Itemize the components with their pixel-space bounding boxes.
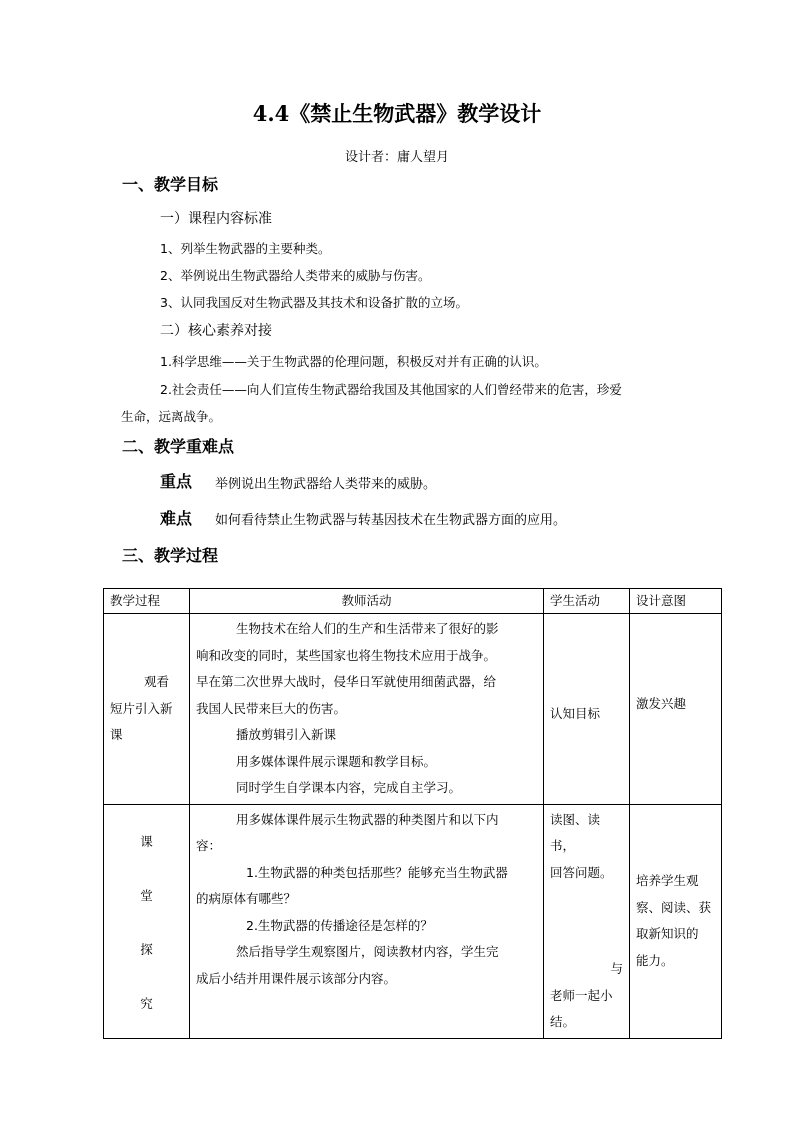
teacher-line: 生物技术在给人们的生产和生活带来了很好的影 [236,621,499,636]
standard-item: 3、认同我国反对生物武器及其技术和设备扩散的立场。 [160,295,468,310]
stage-text: 观看 [144,674,170,689]
design-intent-cell [630,614,722,805]
intent-text: 能力。 [636,952,674,968]
standard-item: 2、举例说出生物武器给人类带来的威胁与伤害。 [160,268,431,283]
column-header: 教师活动 [190,589,544,614]
literacy-heading: 二）核心素养对接 [160,323,272,339]
student-text: 回答问题。 [550,864,613,880]
intent-text: 察、阅读、获 [636,899,712,915]
teacher-line: 我国人民带来巨大的伤害。 [196,700,347,716]
column-header: 学生活动 [544,589,630,614]
table-row [104,804,722,1038]
focus-label: 重点 [160,472,193,491]
student-activity-cell [544,614,630,805]
teacher-line: 成后小结并用课件展示该部分内容。 [196,970,397,986]
standard-heading: 一）课程内容标准 [160,211,272,227]
literacy-item: 1.科学思维——关于生物武器的伦理问题，积极反对并有正确的认识。 [160,354,547,369]
literacy-item-continued: 生命，远离战争。 [121,409,222,424]
teacher-line: 同时学生自学课本内容，完成自主学习。 [236,780,462,795]
stage-text: 课 [110,727,123,742]
column-header: 设计意图 [630,589,722,614]
student-activity-cell [544,804,630,1038]
intent-text: 取新知识的 [636,926,699,941]
difficulty-label: 难点 [160,509,193,528]
intent-text: 培养学生观 [636,873,699,888]
teacher-line: 2.生物武器的传播途径是怎样的？ [246,917,433,933]
design-intent-cell [630,804,722,1038]
teacher-line: 用多媒体课件展示课题和教学目标。 [236,753,437,769]
stage-text: 堂 [140,887,153,903]
column-header: 教学过程 [104,589,190,614]
stage-cell [104,614,190,805]
literacy-item: 2.社会责任——向人们宣传生物武器给我国及其他国家的人们曾经带来的危害，珍爱 [160,382,622,397]
section-heading-key: 二、教学重难点 [122,437,235,456]
difficulty-text: 如何看待禁止生物武器与转基因技术在生物武器方面的应用。 [215,513,567,528]
teacher-activity-cell [190,614,544,805]
teacher-line: 播放剪辑引入新课 [236,727,337,742]
student-text: 读图、读书， [550,811,601,853]
stage-text: 短片引入新 [110,700,173,716]
stage-cell [104,804,190,1038]
teacher-line: 1.生物武器的种类包括那些？能够充当生物武器 [246,864,508,880]
teacher-line: 响和改变的同时，某些国家也将生物技术应用于战争。 [196,647,497,663]
intent-text: 激发兴趣 [636,695,687,711]
designer-line: 设计者：庸人望月 [344,150,449,165]
teacher-activity-cell [190,804,544,1038]
stage-text: 探 [140,941,153,957]
stage-text: 课 [140,833,153,849]
section-heading-goals: 一、教学目标 [122,175,219,194]
stage-text: 究 [140,995,153,1011]
teacher-line: 用多媒体课件展示生物武器的种类图片和以下内 [236,811,499,827]
teacher-line: 容： [196,838,222,853]
section-heading-process: 三、教学过程 [122,546,219,565]
teacher-line: 然后指导学生观察图片，阅读教材内容，学生完 [236,944,499,959]
standard-item: 1、列举生物武器的主要种类。 [160,241,331,256]
document-title: 4.4《禁止生物武器》教学设计 [252,101,542,126]
teacher-line: 的病原体有哪些？ [196,891,297,906]
teacher-line: 早在第二次世界大战时，侵华日军就使用细菌武器，给 [196,674,497,689]
student-text: 老师一起小 [550,987,613,1003]
table-row [104,614,722,805]
table-header-row [104,589,722,614]
student-text: 结。 [550,1014,576,1029]
student-text: 与 [610,961,623,976]
focus-text: 举例说出生物武器给人类带来的威胁。 [215,477,437,492]
process-table [103,588,722,1039]
student-text: 认知目标 [550,705,601,721]
